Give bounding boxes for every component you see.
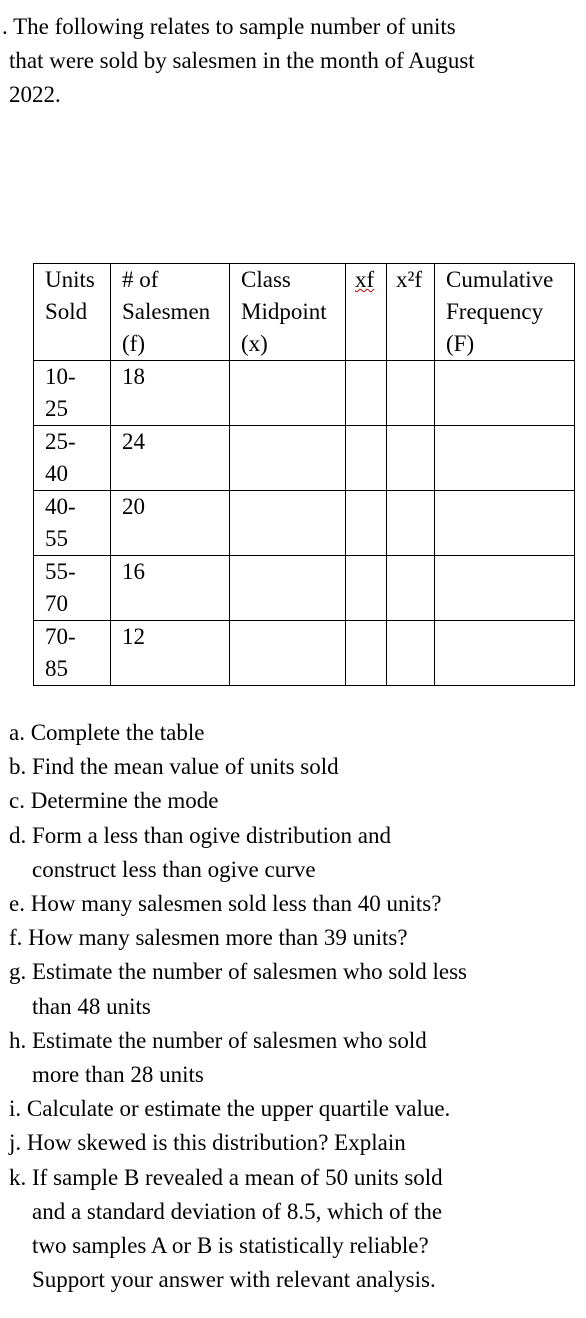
question-g: g. Estimate the number of salesmen who sold less than 48 units [9, 959, 468, 1019]
xf-cell [346, 361, 387, 426]
intro-line-3: 2022. [9, 82, 61, 107]
frequency-cell: 24 [111, 426, 230, 491]
xf-cell [346, 491, 387, 556]
table-row [34, 491, 575, 556]
x2f-cell [387, 491, 435, 556]
table-row [34, 556, 575, 621]
table-row [34, 361, 575, 426]
class-interval-cell: 70- 85 [34, 621, 111, 686]
x2f-cell [387, 361, 435, 426]
midpoint-cell [230, 426, 346, 491]
header-cumulative-frequency: Cumulative Frequency (F) [435, 264, 575, 361]
x2f-cell [387, 426, 435, 491]
x2f-cell [387, 621, 435, 686]
xf-cell [346, 426, 387, 491]
question-h: h. Estimate the number of salesmen who sold more than 28 units [9, 1027, 427, 1088]
midpoint-cell [230, 491, 346, 556]
cumulative-frequency-cell [435, 621, 575, 686]
question-e: e. How many salesmen sold less than 40 units? [9, 891, 442, 917]
class-interval-cell: 25- 40 [34, 426, 111, 491]
class-interval-cell: 10- 25 [34, 361, 111, 426]
class-interval-cell: 55- 70 [34, 556, 111, 621]
table-header-row [34, 264, 575, 361]
question-f: f. How many salesmen more than 39 units? [9, 925, 408, 951]
midpoint-cell [230, 556, 346, 621]
intro-line-2: that were sold by salesmen in the month of August [9, 48, 475, 73]
xf-cell [346, 556, 387, 621]
frequency-cell: 18 [111, 361, 230, 426]
question-i: i. Calculate or estimate the upper quartile value. [9, 1096, 451, 1122]
intro-paragraph [2, 10, 562, 112]
frequency-table [33, 263, 575, 686]
cumulative-frequency-cell [435, 556, 575, 621]
frequency-cell: 20 [111, 491, 230, 556]
header-units-sold: Units Sold [34, 264, 111, 361]
frequency-cell: 16 [111, 556, 230, 621]
question-k: k. If sample B revealed a mean of 50 units sold and a standard deviation of 8.5, which of the two samples A or B is statistically reliable? Support your answer with relevant analysis. [9, 1164, 443, 1293]
header-x2f: x²f [387, 264, 435, 361]
xf-cell [346, 621, 387, 686]
midpoint-cell [230, 361, 346, 426]
cumulative-frequency-cell [435, 491, 575, 556]
cumulative-frequency-cell [435, 361, 575, 426]
question-b: b. Find the mean value of units sold [9, 754, 339, 780]
class-interval-cell: 40- 55 [34, 491, 111, 556]
intro-line-1: . The following relates to sample number of units [2, 14, 456, 39]
header-xf: xf [346, 264, 387, 361]
table-row [34, 621, 575, 686]
midpoint-cell [230, 621, 346, 686]
question-list [9, 716, 579, 1297]
question-j: j. How skewed is this distribution? Explain [9, 1130, 406, 1156]
question-c: c. Determine the mode [9, 788, 219, 814]
cumulative-frequency-cell [435, 426, 575, 491]
question-a: a. Complete the table [9, 720, 205, 745]
header-class-midpoint: Class Midpoint (x) [230, 264, 346, 361]
question-d: d. Form a less than ogive distribution and construct less than ogive curve [9, 822, 392, 882]
table-row [34, 426, 575, 491]
header-number-of-salesmen: # of Salesmen (f) [111, 264, 230, 361]
frequency-cell: 12 [111, 621, 230, 686]
x2f-cell [387, 556, 435, 621]
